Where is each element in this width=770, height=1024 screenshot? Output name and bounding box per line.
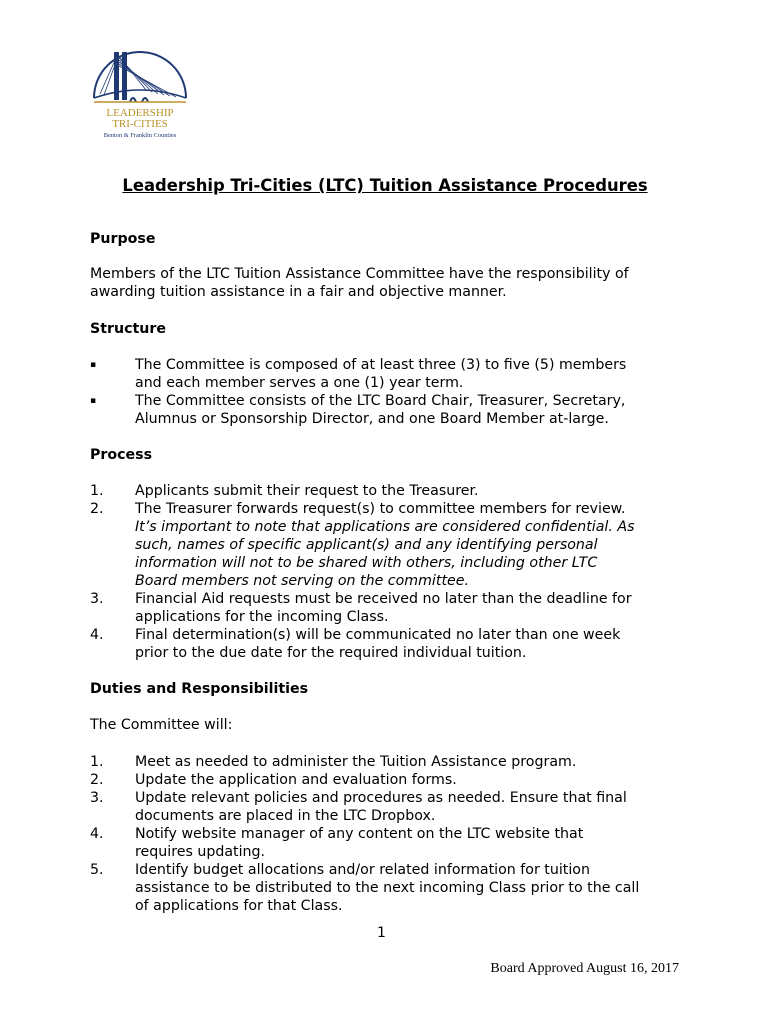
purpose-paragraph <box>90 265 690 301</box>
logo-line1: LEADERSHIP <box>106 107 174 119</box>
purpose-line-2: awarding tuition assistance in a fair and objective manner. <box>90 284 507 300</box>
list-item: 1. Meet as needed to administer the Tuition Assistance program. <box>90 754 577 770</box>
duties-heading: Duties and Responsibilities <box>90 681 309 697</box>
document-title: Leadership Tri-Cities (LTC) Tuition Assistance Procedures <box>122 176 648 195</box>
list-item: 5. Identify budget allocations and/or related information for tuition assistance to be distributed to the next incoming Class prior to the call of applications for that Class. <box>90 862 640 914</box>
list-item: 2. The Treasurer forwards request(s) to committee members for review. It’s important to note that applications are considered confidential. As such, names of specific applicant(s) and any identifying personal information will not to be shared with others, including other LTC Board members not serving on the committee. <box>90 501 635 589</box>
structure-heading: Structure <box>90 321 167 337</box>
list-item: ▪ The Committee is composed of at least three (3) to five (5) members and each member serves a one (1) year term. <box>90 357 627 391</box>
page-number: 1 <box>377 925 386 941</box>
list-item: 4. Final determination(s) will be communicated no later than one week prior to the due date for the required individual tuition. <box>90 627 621 661</box>
purpose-heading: Purpose <box>90 231 156 247</box>
list-item: ▪ The Committee consists of the LTC Board Chair, Treasurer, Secretary, Alumnus or Sponsorship Director, and one Board Member at-large. <box>90 393 626 427</box>
list-item: 4. Notify website manager of any content on the LTC website that requires updating. <box>90 826 584 860</box>
purpose-line-1: Members of the LTC Tuition Assistance Committee have the responsibility of <box>90 266 629 282</box>
list-item: 3. Update relevant policies and procedures as needed. Ensure that final documents are placed in the LTC Dropbox. <box>90 790 627 824</box>
list-item: 1. Applicants submit their request to the Treasurer. <box>90 483 479 499</box>
duties-list <box>90 753 690 915</box>
footer-approval-date: Board Approved August 16, 2017 <box>490 961 679 976</box>
duties-intro: The Committee will: <box>90 717 233 733</box>
list-item: 2. Update the application and evaluation forms. <box>90 772 457 788</box>
structure-list <box>90 356 690 428</box>
logo-line2: TRI-CITIES <box>112 118 168 130</box>
list-item: 3. Financial Aid requests must be received no later than the deadline for applications for the incoming Class. <box>90 591 632 625</box>
bullet-icon: ▪ <box>90 360 97 370</box>
process-heading: Process <box>90 447 153 463</box>
bullet-icon: ▪ <box>90 396 97 406</box>
leadership-tri-cities-logo <box>86 44 194 140</box>
logo-line3: Benton & Franklin Counties <box>103 132 177 139</box>
process-list <box>90 482 690 662</box>
